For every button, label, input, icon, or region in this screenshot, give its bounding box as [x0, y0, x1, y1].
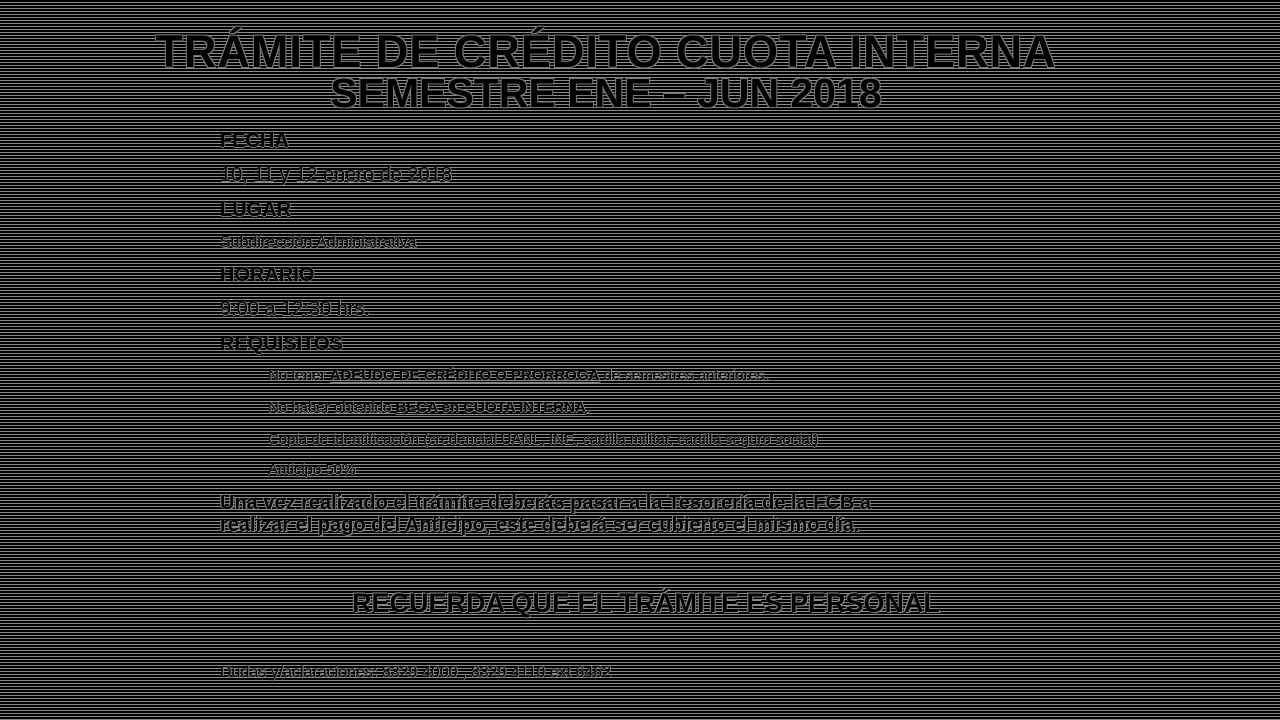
requisito-item — [268, 399, 590, 416]
requisito-item — [268, 367, 769, 384]
contact-info: Dudas y/aclaraciones: 8329 4000 , 8329 4110 ext 6462 — [220, 664, 612, 681]
lugar-label: LUGAR — [220, 199, 292, 221]
requisitos-label: REQUISITOS — [220, 333, 343, 355]
title-line-1: TRÁMITE DE CRÉDITO CUOTA INTERNA — [155, 26, 1057, 77]
requisito-text: de semestres anteriores. — [599, 367, 769, 384]
lugar-value: Subdirección Administrativa — [220, 234, 417, 251]
fecha-value: 10, 11 y 12 enero de 2018 — [220, 164, 453, 186]
horario-label: HORARIO — [220, 264, 315, 286]
payment-note: Una vez realizado el trámite deberás pasar a la Tesorería de la FCB a realizar el pago del Anticipo, este deberá ser cubierto el mismo día. — [220, 492, 872, 536]
requisito-text: . — [585, 399, 591, 416]
requisito-emphasis: ADEUDO DE CRÉDITO O PRORROGA — [329, 367, 600, 384]
reminder-heading: RECUERDA QUE EL TRÁMITE ES PERSONAL — [351, 588, 941, 618]
requisito-emphasis: BECA en CUOTA INTERNA — [395, 399, 586, 416]
requisito-item — [268, 461, 356, 478]
requisito-text: No tener — [268, 367, 330, 384]
horario-value: 9:00 a 12:30 hrs. — [220, 298, 371, 320]
requisito-text: No haber obtenido — [268, 399, 396, 416]
requisito-text: Anticipo 50% — [268, 461, 356, 478]
requisito-item — [268, 431, 818, 448]
title-line-2: SEMESTRE ENE – JUN 2018 — [330, 70, 882, 116]
requisito-text: Copia de identificación (credencial UANL, INE, cartilla militar, cartilla seguro social) — [268, 431, 819, 448]
fecha-label: FECHA — [220, 130, 289, 152]
